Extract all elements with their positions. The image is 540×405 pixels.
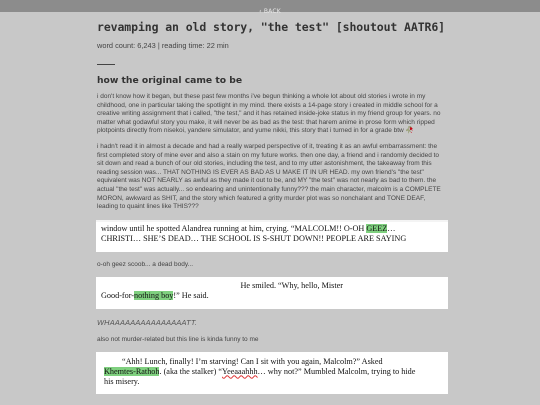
excerpt-1-line-2: CHRISTI… SHE’S DEAD… THE SCHOOL IS S-SHUT DOWN!! PEOPLE ARE SAYING: [101, 233, 407, 243]
shout-text: WHAAAAAAAAAAAAAAATT.: [97, 317, 198, 327]
wilted-rose-icon: 🥀: [405, 127, 414, 135]
highlight: nothing boy: [134, 290, 174, 300]
excerpt-text: …: [387, 223, 396, 233]
post-content: [97, 14, 447, 394]
excerpt-2-line-1: He smiled. “Why, hello, Mister: [240, 280, 343, 290]
back-link[interactable]: ‹ BACK: [259, 8, 281, 15]
spellcheck-underline: Yeeaaahhh: [222, 366, 258, 376]
post-meta: [97, 41, 447, 50]
excerpt-2-line-2: [101, 291, 443, 301]
paragraph-1-text: i don't know how it began, but these past few months i've begun thinking a whole lot about old stories i wrote in my childhood, one in particular taking the spotlight in my mind. there exists a 14-page story i created in middle school for a creative writing assignment that i called, "the test," and it has retained inside-joke status in my friend group for years. no matter what godawful story you make, it will never be as bad as the test: that harem anime in prose form which ripped plotpoints directly from nisekoi, yandere simulator, and yume nikki, this story that i turned in for a grade btw: [97, 93, 441, 135]
reading-time: reading time: 22 min: [161, 41, 229, 50]
meta-separator: |: [157, 41, 160, 50]
excerpt-image-1: [96, 220, 448, 252]
paragraph-2: i hadn't read it in almost a decade and had a really warped perspective of it, treating it as an awful embarrassment: the first completed story of mine ever and also a stain on my future works. then one day, a friend and i randomly decided to sit down and read a bunch of our old stories, including the test, and to my utter astonishment, the takeaway from this reading session was... THAT NOTHING IS EVER AS BAD AS U MAKE IT IN UR HEAD. my own friend's "the test" equivalent was NOT NEARLY as awful as they made it out to be, and MY "the test" was not nearly as bad to them. the actual "the test" was actually... so endearing and unintentionally funny??? the main character, malcolm is a COMPLETE MORON, awkward as SHIT, and the story which featured a gritty murder plot was so nonchalant and TONE DEAF, leading to quaint lines like THIS???: [97, 142, 441, 211]
excerpt-image-2: [96, 277, 448, 309]
excerpt-image-3: [96, 352, 448, 394]
post-title: revamping an old story, "the test" [shoutout AATR6]: [97, 20, 446, 34]
excerpt-1-line-1: [101, 224, 443, 234]
highlight: GEEZ: [366, 223, 388, 233]
excerpt-text: … why not?” Mumbled Malcolm, trying to hide: [257, 366, 416, 376]
section-heading: how the original came to be: [97, 75, 243, 86]
cropped-edge: [96, 220, 448, 222]
top-nav-bar: [0, 0, 540, 15]
excerpt-text: . (aka the stalker) “: [159, 366, 222, 376]
caption-2: also not murder-related but this line is kinda funny to me: [97, 335, 259, 343]
divider: [97, 64, 115, 65]
paragraph-1: [97, 93, 447, 136]
excerpt-3-line-2: [104, 367, 443, 377]
excerpt-3-line-1: “Ahh! Lunch, finally! I’m starving! Can I sit with you again, Malcolm?” Asked: [122, 356, 383, 366]
excerpt-text: window until he spotted Alandrea running at him, crying. “MALCOLM!! O-OH: [101, 223, 367, 233]
word-count: word count: 6,243: [97, 41, 156, 50]
highlight: Khemtes-Rathoh: [104, 366, 160, 376]
excerpt-3-line-3: his misery.: [104, 376, 140, 386]
excerpt-text: Good-for-: [101, 290, 135, 300]
excerpt-text: !” He said.: [173, 290, 209, 300]
caption-1: o-oh geez scoob... a dead body...: [97, 260, 194, 268]
